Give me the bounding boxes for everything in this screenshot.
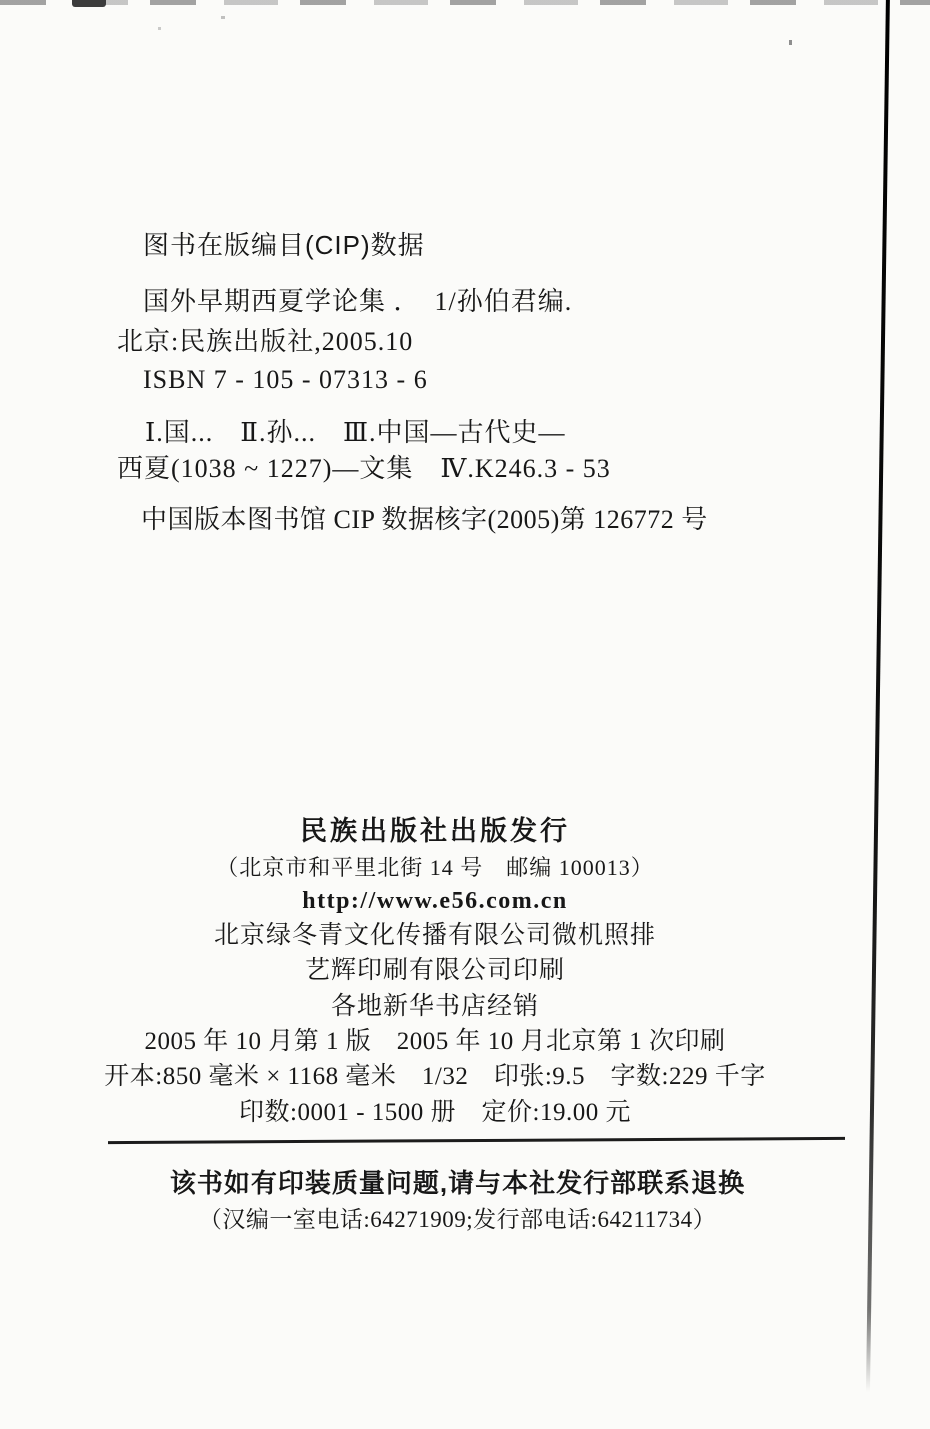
cip-record-number-line: 中国版本图书馆 CIP 数据核字(2005)第 126772 号	[141, 505, 708, 534]
scan-speck	[789, 40, 792, 45]
typesetting-company-line: 北京绿冬青文化传播有限公司微机照排	[213, 922, 656, 949]
publisher-website-line: http://www.e56.com.cn	[302, 888, 568, 914]
publisher-address-line: （北京市和平里北街 14 号 邮编 100013）	[216, 855, 654, 880]
contact-phone-line: （汉编一室电话:64271909;发行部电话:64211734）	[198, 1207, 717, 1232]
edition-printing-date-line: 2005 年 10 月第 1 版 2005 年 10 月北京第 1 次印刷	[144, 1028, 726, 1055]
cip-heading: 图书在版编目(CIP)数据	[143, 230, 425, 260]
cip-classification-line-2: 西夏(1038 ~ 1227)—文集 Ⅳ.K246.3 - 53	[117, 454, 611, 483]
scan-edge-artifact-top	[0, 0, 930, 5]
scan-fold-line	[866, 0, 890, 1392]
scan-speck	[221, 16, 225, 19]
cip-data-block	[117, 230, 717, 550]
distribution-line: 各地新华书店经销	[330, 993, 539, 1020]
quality-notice-block	[75, 1160, 840, 1240]
publisher-line: 民族出版社出版发行	[300, 816, 570, 846]
scan-speck	[158, 27, 161, 30]
print-run-price-line: 印数:0001 - 1500 册 定价:19.00 元	[239, 1099, 631, 1126]
cip-publisher-line: 北京:民族出版社,2005.10	[117, 327, 414, 356]
quality-notice-line: 该书如有印装质量问题,请与本社发行部联系退换	[169, 1168, 746, 1198]
format-sheets-wordcount-line: 开本:850 毫米 × 1168 毫米 1/32 印张:9.5 字数:229 千字	[104, 1063, 766, 1090]
colophon-block	[60, 812, 810, 1132]
cip-title-line: 国外早期西夏学论集 ． 1/孙伯君编.	[143, 287, 573, 316]
cip-classification-line-1: Ⅰ.国... Ⅱ.孙... Ⅲ.中国—古代史—	[145, 418, 566, 447]
printing-company-line: 艺辉印刷有限公司印刷	[304, 957, 565, 984]
scan-edge-blob	[72, 0, 106, 7]
cip-isbn-line: ISBN 7 - 105 - 07313 - 6	[143, 365, 428, 394]
divider-rule	[108, 1137, 845, 1144]
